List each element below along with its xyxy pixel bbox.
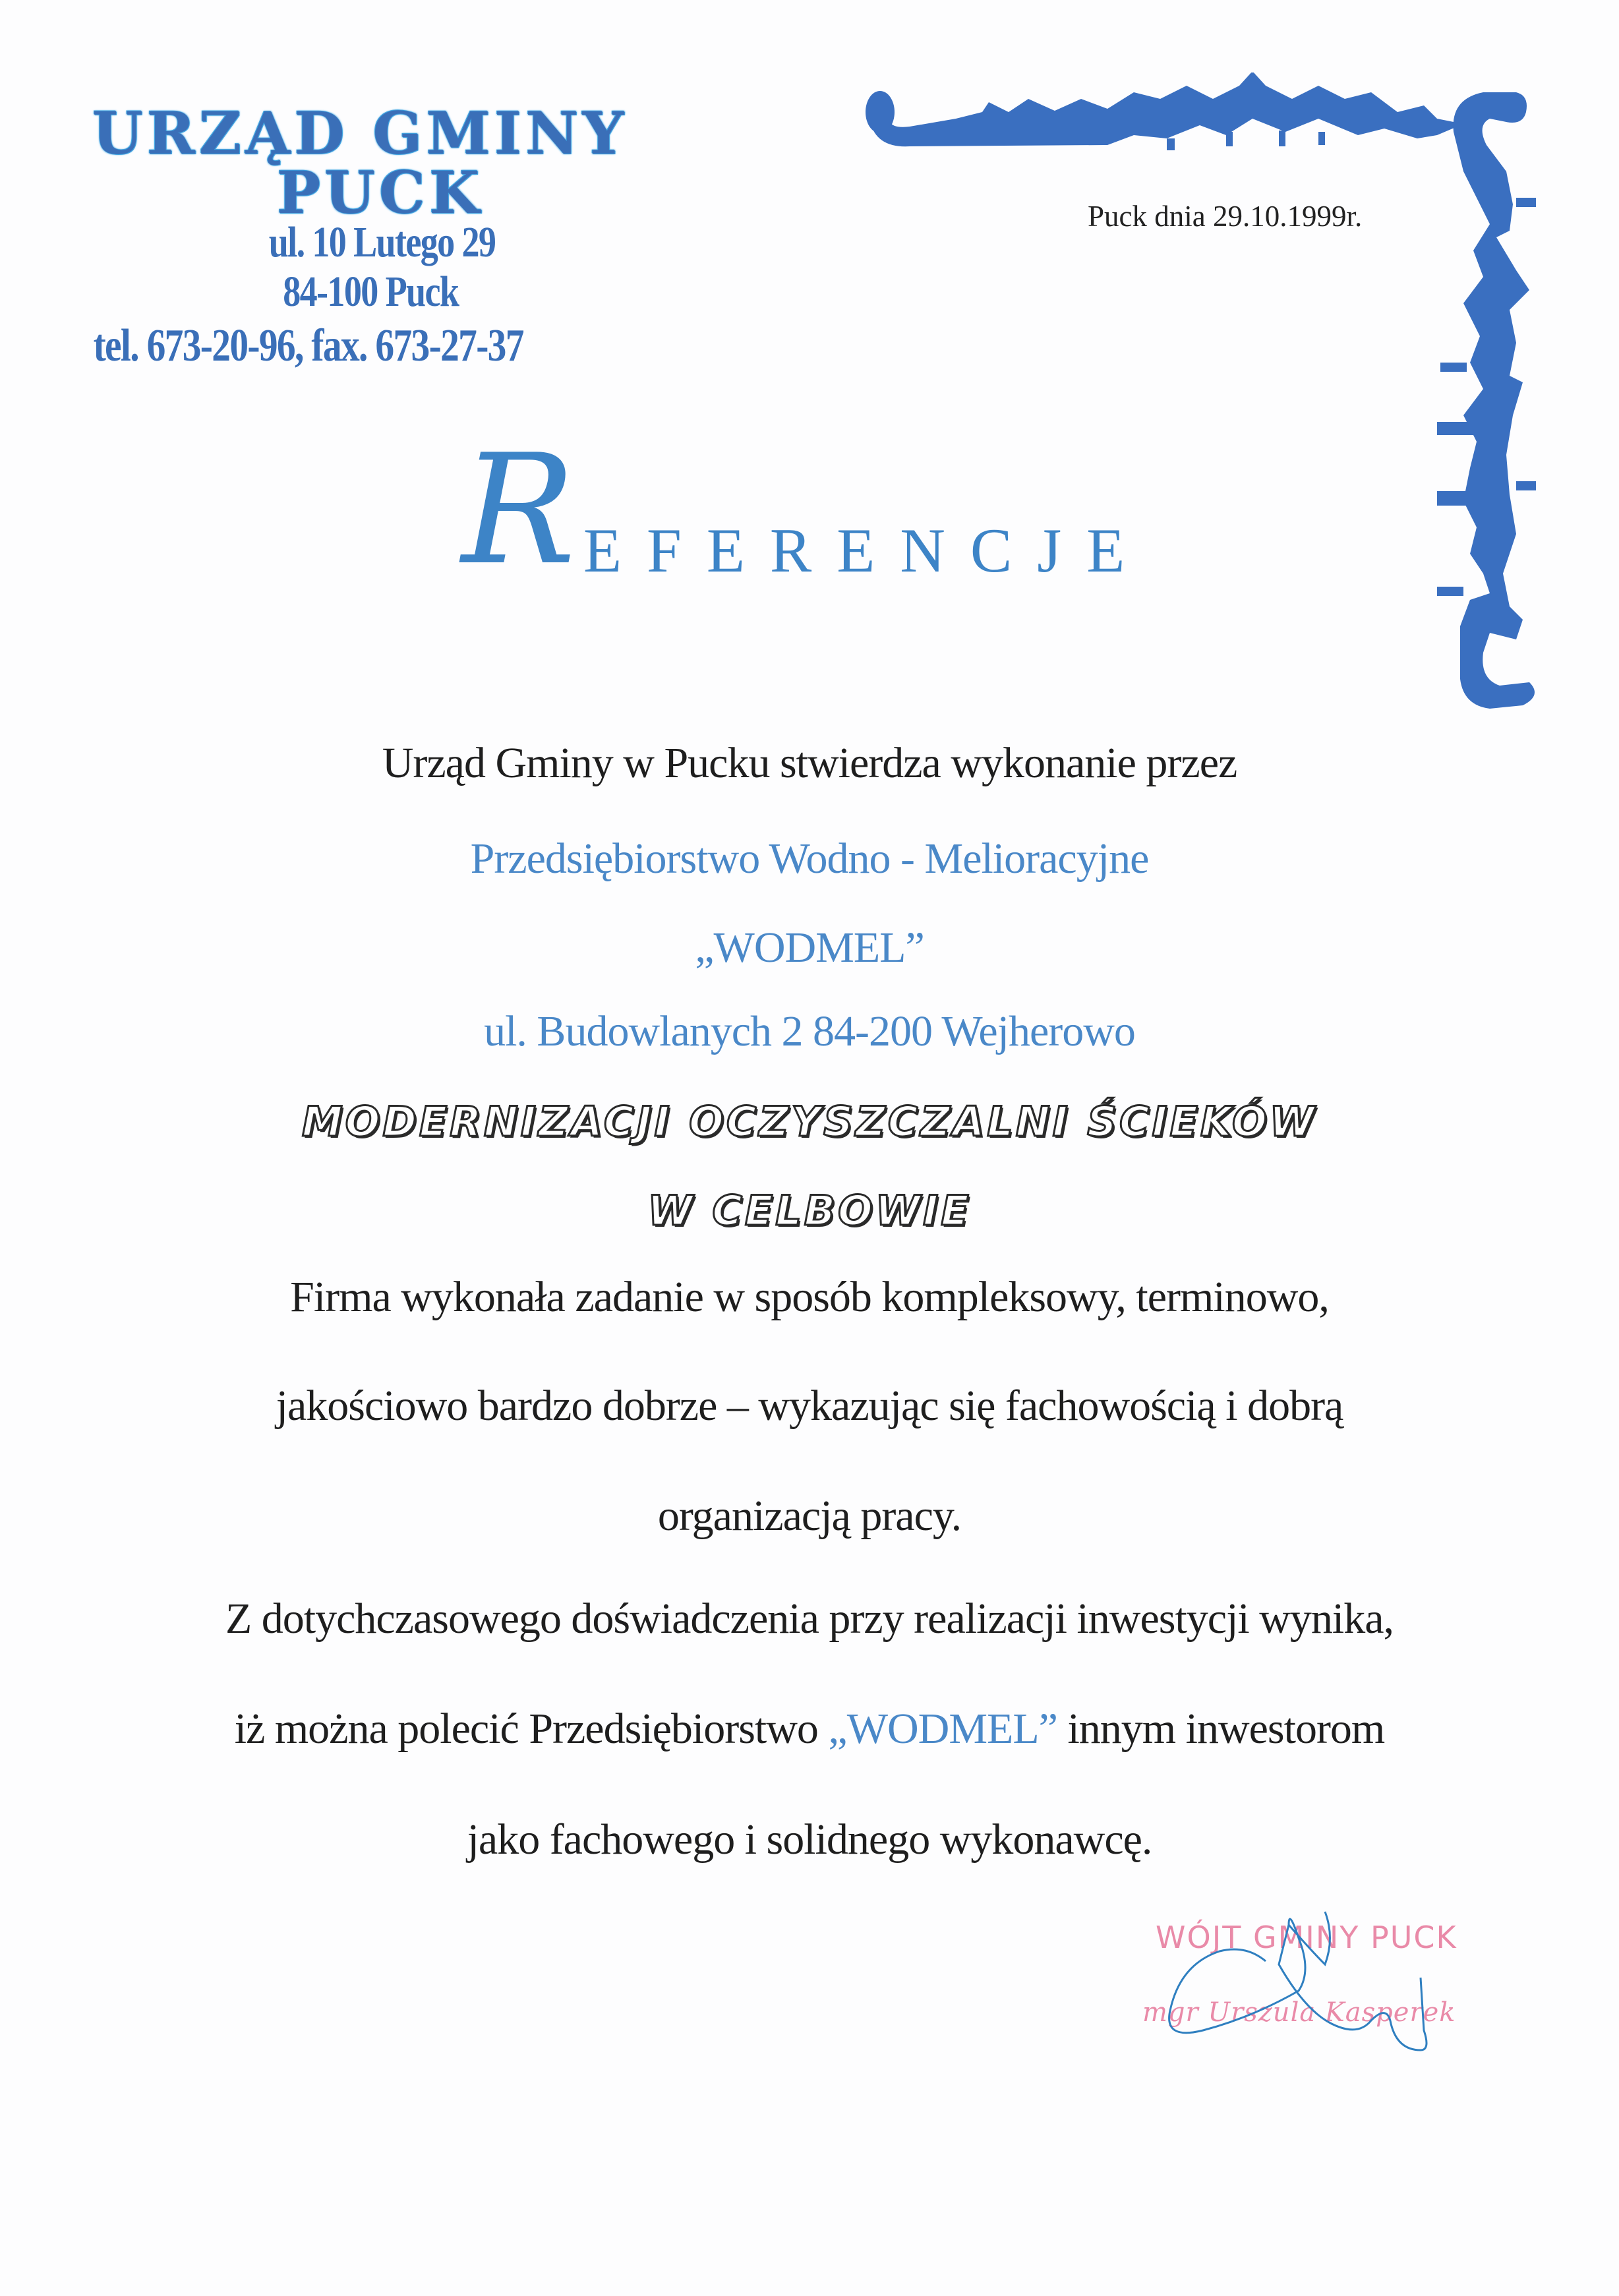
document-date: Puck dnia 29.10.1999r. xyxy=(1088,200,1363,233)
ornament-border-icon xyxy=(857,73,1619,719)
project-title-line2: W CELBOWIE xyxy=(647,1187,972,1235)
letterhead-org-line2: PUCK xyxy=(277,158,484,227)
company-short-name: „WODMEL” xyxy=(695,924,924,972)
letterhead-org-line1: URZĄD GMINY xyxy=(92,99,628,167)
project-title-line1: MODERNIZACJI OCZYSZCZALNI ŚCIEKÓW xyxy=(301,1098,1318,1146)
document-heading xyxy=(461,423,1318,606)
signature-icon xyxy=(1088,1899,1483,2083)
paragraph2-line2-start: iż można polecić Przedsiębiorstwo xyxy=(234,1705,829,1753)
letterhead-postal: 84-100 Puck xyxy=(283,268,459,316)
paragraph2-line1: Z dotychczasowego doświadczenia przy realizacji inwestycji wynika, xyxy=(225,1595,1394,1643)
stamp-title: WÓJT GMINY PUCK xyxy=(1156,1920,1457,1955)
paragraph1-line2: jakościowo bardzo dobrze – wykazując się fachowością i dobrą xyxy=(276,1382,1343,1430)
paragraph1-line1: Firma wykonała zadanie w sposób kompleksowy, terminowo, xyxy=(290,1273,1329,1321)
letterhead-contact: tel. 673-20-96, fax. 673-27-37 xyxy=(93,320,523,371)
paragraph2-line2 xyxy=(0,1704,1619,1754)
company-name: Przedsiębiorstwo Wodno - Melioracyjne xyxy=(470,835,1149,883)
heading-rest: EFERENCJE xyxy=(583,515,1150,585)
stamp-name: mgr Urszula Kasperek xyxy=(1142,1997,1456,2028)
company-address: ul. Budowlanych 2 84-200 Wejherowo xyxy=(484,1007,1135,1055)
paragraph2-line2-end: innym inwestorom xyxy=(1057,1705,1385,1753)
paragraph2-company-short: „WODMEL” xyxy=(828,1705,1057,1753)
paragraph1-line3: organizacją pracy. xyxy=(657,1492,962,1540)
paragraph2-line3: jako fachowego i solidnego wykonawcę. xyxy=(467,1815,1152,1864)
heading-initial: R xyxy=(461,423,576,599)
letterhead-street: ul. 10 Lutego 29 xyxy=(268,218,496,266)
intro-text: Urząd Gminy w Pucku stwierdza wykonanie przez xyxy=(382,739,1237,787)
